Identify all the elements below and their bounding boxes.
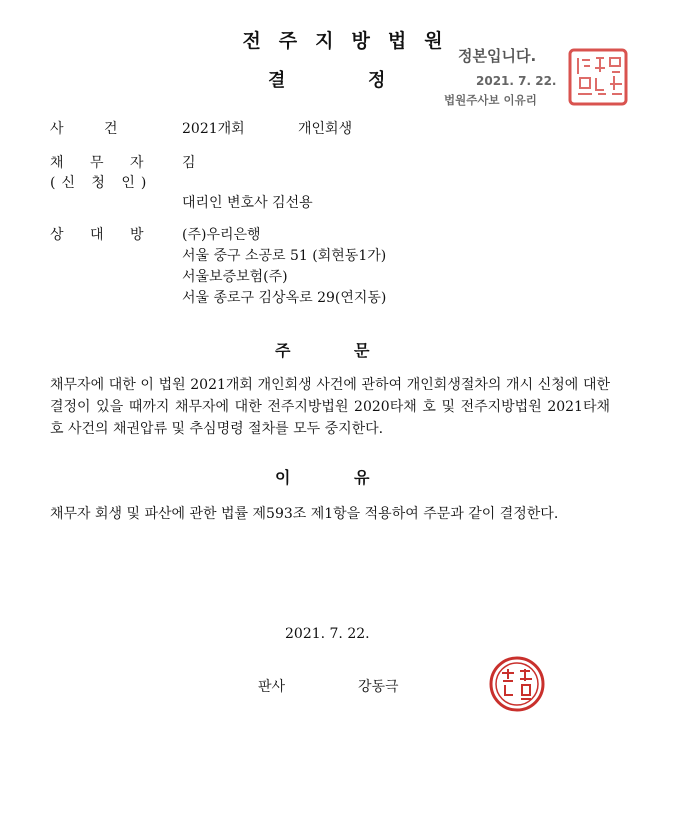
agent-name: 대리인 변호사 김선용 bbox=[182, 195, 313, 211]
judge-seal-icon bbox=[488, 655, 546, 713]
case-number: 2021개회 bbox=[182, 121, 245, 137]
reason-heading-left: 이 bbox=[275, 468, 291, 487]
debtor-label: 채 무 자 bbox=[50, 155, 155, 171]
opponent-line: (주)우리은행 bbox=[182, 227, 261, 243]
order-heading-right: 문 bbox=[354, 341, 370, 360]
opponent-line: 서울 중구 소공로 51 (회현동1가) bbox=[182, 248, 387, 264]
reason-heading-right: 유 bbox=[354, 468, 370, 487]
case-name: 개인회생 bbox=[298, 121, 353, 137]
judge-title: 판사 bbox=[258, 679, 286, 695]
doc-type-right: 정 bbox=[368, 70, 386, 91]
opponent-line: 서울보증보험(주) bbox=[182, 269, 288, 285]
court-clerk-seal-icon bbox=[568, 48, 628, 106]
certified-copy-officer: 법원주사보 이유리 bbox=[444, 93, 537, 107]
case-label: 사 건 bbox=[50, 121, 136, 137]
debtor-name: 김 bbox=[182, 155, 196, 171]
order-text: 채무자에 대한 이 법원 2021개회 개인회생 사건에 관하여 개인회생절차의 개시 신청에 대한 결정이 있을 때까지 채무자에 대한 전주지방법원 2020타채 호 및 전주지방법원 2021타채 호 사건의 채권압류 및 추심명령 절차를 모두 중지한다. bbox=[50, 377, 610, 437]
opponent-label: 상 대 방 bbox=[50, 227, 155, 243]
judge-name: 강동극 bbox=[358, 679, 399, 695]
reason-text: 채무자 회생 및 파산에 관한 법률 제593조 제1항을 적용하여 주문과 같이 결정한다. bbox=[50, 506, 559, 522]
certified-copy-label: 정본입니다. bbox=[458, 47, 537, 65]
decision-date: 2021. 7. 22. bbox=[285, 626, 370, 642]
doc-type-left: 결 bbox=[268, 70, 286, 91]
applicant-label: (신 청 인) bbox=[50, 175, 153, 191]
order-heading-left: 주 bbox=[275, 341, 291, 360]
certified-copy-date: 2021. 7. 22. bbox=[476, 74, 557, 88]
opponent-line: 서울 종로구 김상옥로 29(연지동) bbox=[182, 290, 387, 306]
court-name: 전주지방법원 bbox=[242, 30, 461, 52]
